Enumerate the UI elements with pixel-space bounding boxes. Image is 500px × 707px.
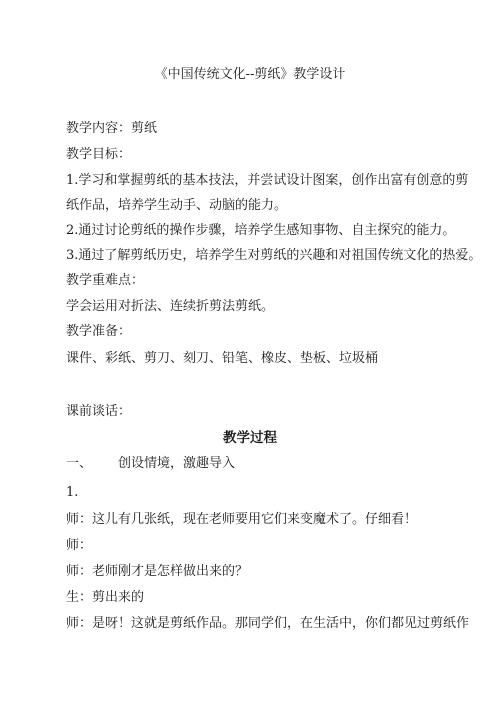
preparation-heading: 教学准备： [66, 324, 132, 339]
key-points-heading: 教学重难点： [66, 273, 145, 288]
step-1-text: 创设情境，激趣导入 [118, 456, 236, 471]
dialogue-teacher-1: 师：这儿有几张纸，现在老师要用它们来变魔术了。仔细看！ [66, 512, 418, 527]
step-1-number: 一、 [66, 456, 93, 471]
goal-3: 3.通过了解剪纸历史，培养学生对剪纸的兴趣和对祖国传统文化的热爱。 [66, 248, 482, 263]
dialogue-teacher-4: 师：是呀！这就是剪纸作品。那同学们，在生活中，你们都见过剪纸作 [66, 616, 470, 631]
preparation-text: 课件、彩纸、剪刀、刻刀、铅笔、橡皮、垫板、垃圾桶 [66, 351, 379, 366]
teaching-content: 教学内容：剪纸 [66, 121, 158, 136]
process-heading: 教学过程 [223, 430, 277, 446]
goal-1-line-1: 1.学习和掌握剪纸的基本技法，并尝试设计图案，创作出富有创意的剪 [66, 173, 469, 188]
goal-2: 2.通过讨论剪纸的操作步骤，培养学生感知事物、自主探究的能力。 [66, 223, 456, 238]
document-title: 《中国传统文化--剪纸》教学设计 [154, 67, 346, 82]
item-1: 1. [66, 485, 79, 500]
pre-class-talk: 课前谈话： [66, 404, 132, 419]
dialogue-teacher-2: 师： [66, 538, 93, 553]
step-1 [66, 456, 442, 472]
dialogue-student-1: 生：剪出来的 [66, 590, 145, 605]
key-points-text: 学会运用对折法、连续折剪法剪纸。 [66, 299, 275, 314]
goal-1-line-2: 纸作品，培养学生动手、动脑的能力。 [66, 198, 288, 213]
dialogue-teacher-3: 师：老师刚才是怎样做出来的？ [66, 564, 249, 579]
goals-heading: 教学目标： [66, 147, 132, 162]
